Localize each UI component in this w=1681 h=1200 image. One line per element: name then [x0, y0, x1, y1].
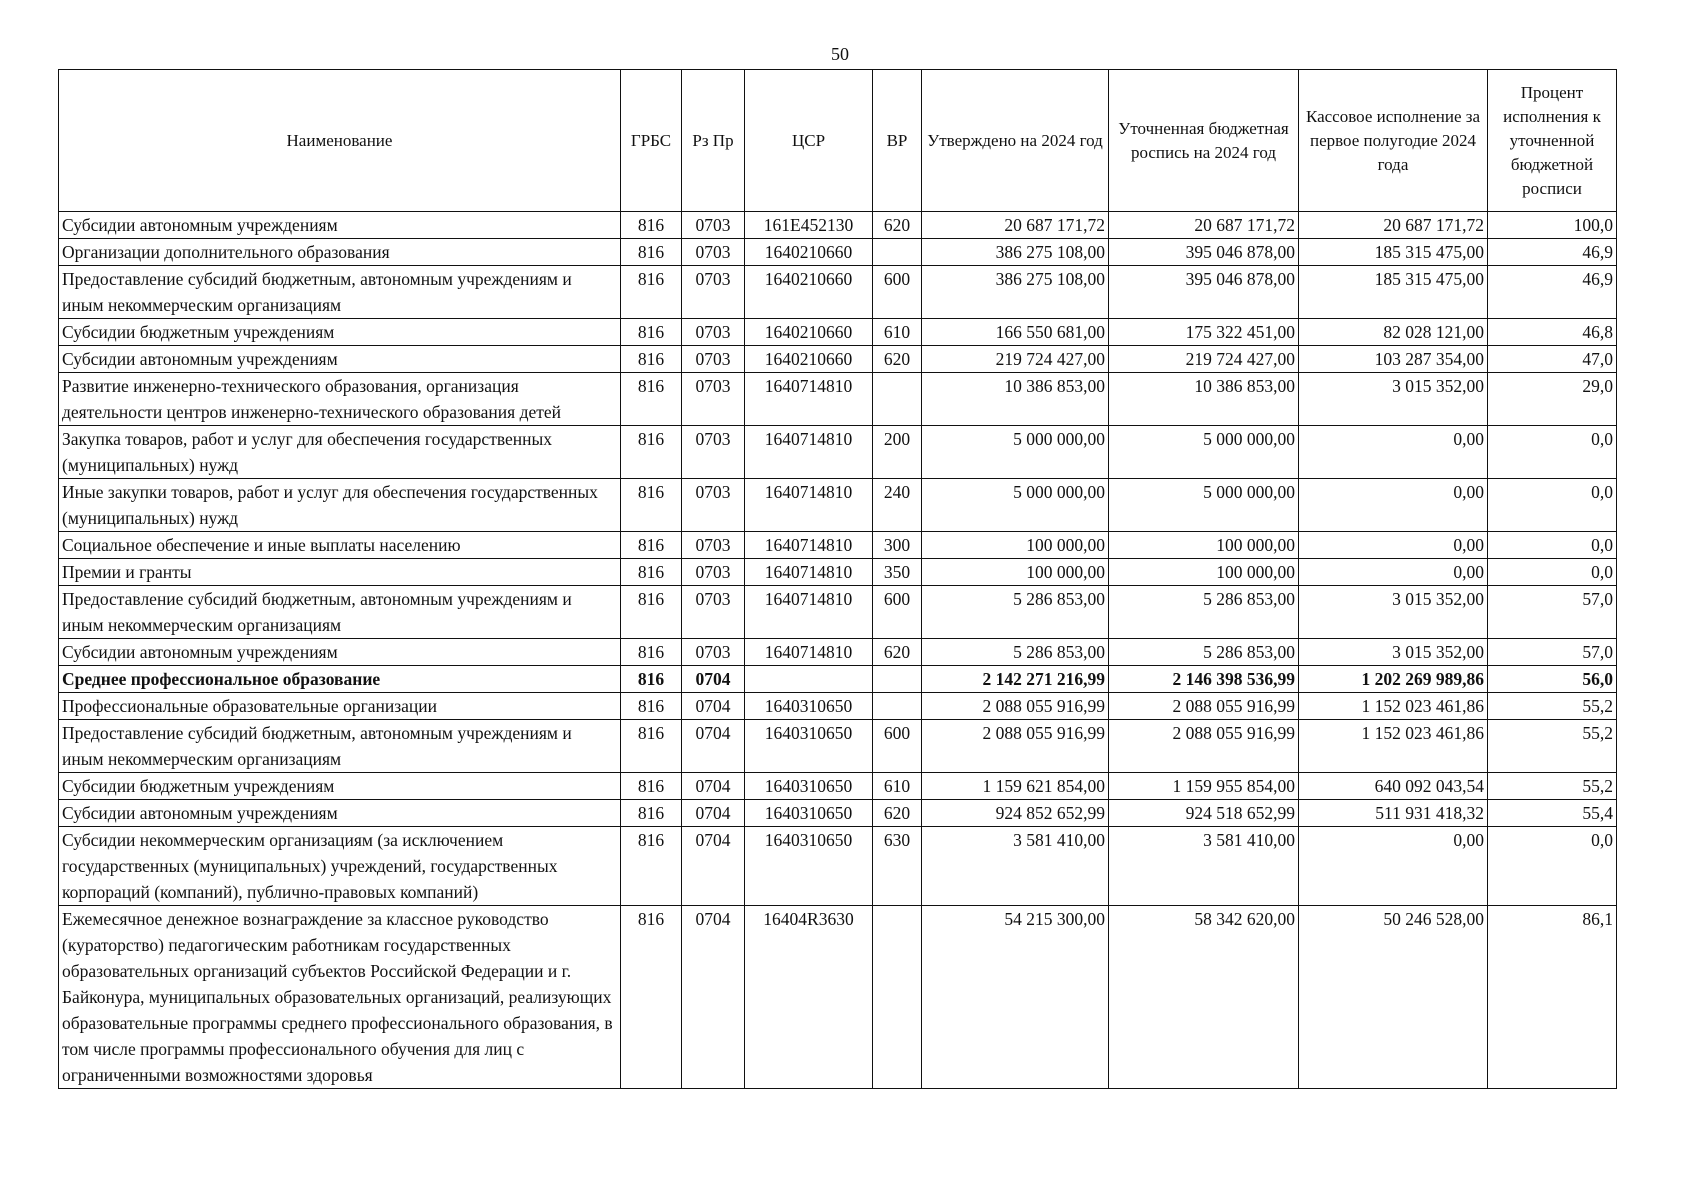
- cell-approved: 10 386 853,00: [922, 373, 1109, 426]
- cell-grbs: 816: [621, 639, 682, 666]
- cell-vr: 610: [873, 773, 922, 800]
- cell-percent: 47,0: [1488, 346, 1617, 373]
- cell-approved: 386 275 108,00: [922, 239, 1109, 266]
- cell-approved: 100 000,00: [922, 532, 1109, 559]
- cell-percent: 0,0: [1488, 827, 1617, 906]
- cell-revised: 58 342 620,00: [1109, 906, 1299, 1089]
- cell-rzpr: 0704: [682, 720, 745, 773]
- cell-csr: 1640714810: [745, 586, 873, 639]
- cell-vr: 620: [873, 212, 922, 239]
- header-approved: Утверждено на 2024 год: [922, 70, 1109, 212]
- cell-csr: 1640310650: [745, 827, 873, 906]
- cell-percent: 29,0: [1488, 373, 1617, 426]
- cell-percent: 100,0: [1488, 212, 1617, 239]
- cell-percent: 55,2: [1488, 720, 1617, 773]
- cell-grbs: 816: [621, 827, 682, 906]
- cell-percent: 46,9: [1488, 239, 1617, 266]
- cell-revised: 219 724 427,00: [1109, 346, 1299, 373]
- cell-vr: 600: [873, 720, 922, 773]
- cell-revised: 10 386 853,00: [1109, 373, 1299, 426]
- cell-cash: 185 315 475,00: [1299, 266, 1488, 319]
- cell-vr: 610: [873, 319, 922, 346]
- cell-vr: 600: [873, 586, 922, 639]
- cell-cash: 3 015 352,00: [1299, 586, 1488, 639]
- cell-name: Субсидии бюджетным учреждениям: [59, 773, 621, 800]
- cell-percent: 55,2: [1488, 773, 1617, 800]
- cell-name: Субсидии автономным учреждениям: [59, 800, 621, 827]
- table-row: [59, 346, 1617, 373]
- cell-csr: 1640714810: [745, 532, 873, 559]
- cell-revised: 3 581 410,00: [1109, 827, 1299, 906]
- table-header-row: [59, 70, 1617, 212]
- cell-percent: 0,0: [1488, 426, 1617, 479]
- cell-cash: 20 687 171,72: [1299, 212, 1488, 239]
- cell-csr: 16404R3630: [745, 906, 873, 1089]
- cell-vr: 620: [873, 346, 922, 373]
- cell-percent: 0,0: [1488, 532, 1617, 559]
- cell-grbs: 816: [621, 239, 682, 266]
- cell-approved: 166 550 681,00: [922, 319, 1109, 346]
- cell-name: Иные закупки товаров, работ и услуг для обеспечения государственных (муниципальных) нужд: [59, 479, 621, 532]
- cell-revised: 20 687 171,72: [1109, 212, 1299, 239]
- cell-cash: 1 152 023 461,86: [1299, 720, 1488, 773]
- cell-revised: 2 146 398 536,99: [1109, 666, 1299, 693]
- cell-csr: 1640210660: [745, 239, 873, 266]
- cell-approved: 386 275 108,00: [922, 266, 1109, 319]
- cell-vr: 240: [873, 479, 922, 532]
- cell-grbs: 816: [621, 266, 682, 319]
- header-grbs: ГРБС: [621, 70, 682, 212]
- cell-percent: 46,8: [1488, 319, 1617, 346]
- cell-revised: 1 159 955 854,00: [1109, 773, 1299, 800]
- cell-vr: [873, 906, 922, 1089]
- cell-grbs: 816: [621, 346, 682, 373]
- cell-approved: 5 286 853,00: [922, 639, 1109, 666]
- cell-rzpr: 0703: [682, 426, 745, 479]
- cell-name: Среднее профессиональное образование: [59, 666, 621, 693]
- cell-csr: 1640714810: [745, 479, 873, 532]
- cell-vr: 300: [873, 532, 922, 559]
- header-revised: Уточненная бюджетная роспись на 2024 год: [1109, 70, 1299, 212]
- cell-rzpr: 0703: [682, 639, 745, 666]
- cell-cash: 0,00: [1299, 827, 1488, 906]
- cell-csr: 1640210660: [745, 266, 873, 319]
- cell-cash: 103 287 354,00: [1299, 346, 1488, 373]
- cell-name: Субсидии бюджетным учреждениям: [59, 319, 621, 346]
- cell-vr: [873, 693, 922, 720]
- cell-csr: 1640310650: [745, 693, 873, 720]
- cell-revised: 5 000 000,00: [1109, 426, 1299, 479]
- cell-grbs: 816: [621, 559, 682, 586]
- cell-grbs: 816: [621, 800, 682, 827]
- cell-percent: 86,1: [1488, 906, 1617, 1089]
- cell-vr: 620: [873, 639, 922, 666]
- cell-percent: 57,0: [1488, 586, 1617, 639]
- cell-vr: 620: [873, 800, 922, 827]
- table-row: [59, 720, 1617, 773]
- table-row: [59, 639, 1617, 666]
- cell-cash: 82 028 121,00: [1299, 319, 1488, 346]
- cell-percent: 0,0: [1488, 479, 1617, 532]
- cell-cash: 640 092 043,54: [1299, 773, 1488, 800]
- cell-csr: 1640310650: [745, 720, 873, 773]
- cell-vr: 200: [873, 426, 922, 479]
- cell-grbs: 816: [621, 532, 682, 559]
- cell-grbs: 816: [621, 773, 682, 800]
- cell-vr: 630: [873, 827, 922, 906]
- table-row: [59, 559, 1617, 586]
- cell-approved: 100 000,00: [922, 559, 1109, 586]
- cell-grbs: 816: [621, 586, 682, 639]
- cell-approved: 3 581 410,00: [922, 827, 1109, 906]
- page-number: 50: [831, 44, 849, 64]
- cell-grbs: 816: [621, 319, 682, 346]
- cell-csr: 1640310650: [745, 800, 873, 827]
- table-row: [59, 319, 1617, 346]
- cell-csr: 1640714810: [745, 639, 873, 666]
- cell-name: Развитие инженерно-технического образования, организация деятельности центров инженерно-технического образования детей: [59, 373, 621, 426]
- cell-rzpr: 0703: [682, 239, 745, 266]
- table-row: [59, 266, 1617, 319]
- table-row: [59, 212, 1617, 239]
- cell-approved: 54 215 300,00: [922, 906, 1109, 1089]
- cell-rzpr: 0704: [682, 666, 745, 693]
- cell-rzpr: 0703: [682, 346, 745, 373]
- cell-cash: 0,00: [1299, 532, 1488, 559]
- cell-name: Субсидии автономным учреждениям: [59, 639, 621, 666]
- cell-vr: [873, 239, 922, 266]
- cell-csr: 161E452130: [745, 212, 873, 239]
- cell-rzpr: 0703: [682, 319, 745, 346]
- cell-name: Профессиональные образовательные организации: [59, 693, 621, 720]
- cell-cash: 0,00: [1299, 426, 1488, 479]
- cell-name: Субсидии автономным учреждениям: [59, 212, 621, 239]
- cell-name: Премии и гранты: [59, 559, 621, 586]
- cell-revised: 175 322 451,00: [1109, 319, 1299, 346]
- header-cash: Кассовое исполнение за первое полугодие 2024 года: [1299, 70, 1488, 212]
- cell-rzpr: 0704: [682, 906, 745, 1089]
- cell-grbs: 816: [621, 906, 682, 1089]
- cell-percent: 55,2: [1488, 693, 1617, 720]
- cell-vr: [873, 373, 922, 426]
- cell-percent: 57,0: [1488, 639, 1617, 666]
- cell-name: Субсидии автономным учреждениям: [59, 346, 621, 373]
- cell-grbs: 816: [621, 426, 682, 479]
- cell-revised: 100 000,00: [1109, 559, 1299, 586]
- table-row: [59, 906, 1617, 1089]
- table-row: [59, 373, 1617, 426]
- cell-approved: 20 687 171,72: [922, 212, 1109, 239]
- table-row: [59, 773, 1617, 800]
- cell-cash: 511 931 418,32: [1299, 800, 1488, 827]
- header-name: Наименование: [59, 70, 621, 212]
- cell-approved: 5 000 000,00: [922, 479, 1109, 532]
- cell-rzpr: 0703: [682, 559, 745, 586]
- table-row: [59, 586, 1617, 639]
- cell-vr: 600: [873, 266, 922, 319]
- cell-revised: 5 000 000,00: [1109, 479, 1299, 532]
- table-row: [59, 800, 1617, 827]
- cell-rzpr: 0704: [682, 827, 745, 906]
- table-row: [59, 239, 1617, 266]
- cell-rzpr: 0704: [682, 693, 745, 720]
- cell-name: Социальное обеспечение и иные выплаты населению: [59, 532, 621, 559]
- cell-csr: 1640310650: [745, 773, 873, 800]
- cell-rzpr: 0703: [682, 212, 745, 239]
- budget-execution-table: [58, 69, 1617, 1089]
- cell-approved: 5 286 853,00: [922, 586, 1109, 639]
- cell-revised: 2 088 055 916,99: [1109, 693, 1299, 720]
- cell-revised: 2 088 055 916,99: [1109, 720, 1299, 773]
- table-row: [59, 479, 1617, 532]
- cell-name: Закупка товаров, работ и услуг для обеспечения государственных (муниципальных) нужд: [59, 426, 621, 479]
- cell-percent: 56,0: [1488, 666, 1617, 693]
- cell-rzpr: 0704: [682, 773, 745, 800]
- cell-name: Организации дополнительного образования: [59, 239, 621, 266]
- cell-cash: 185 315 475,00: [1299, 239, 1488, 266]
- cell-grbs: 816: [621, 373, 682, 426]
- cell-approved: 2 088 055 916,99: [922, 693, 1109, 720]
- cell-revised: 395 046 878,00: [1109, 239, 1299, 266]
- cell-rzpr: 0703: [682, 532, 745, 559]
- cell-cash: 3 015 352,00: [1299, 639, 1488, 666]
- header-percent: Процент исполнения к уточненной бюджетной росписи: [1488, 70, 1617, 212]
- cell-percent: 46,9: [1488, 266, 1617, 319]
- table-row: [59, 666, 1617, 693]
- cell-name: Субсидии некоммерческим организациям (за исключением государственных (муниципальных) учреждений, государственных корпораций (компаний), публично-правовых компаний): [59, 827, 621, 906]
- cell-rzpr: 0703: [682, 373, 745, 426]
- cell-rzpr: 0703: [682, 266, 745, 319]
- cell-approved: 1 159 621 854,00: [922, 773, 1109, 800]
- cell-approved: 219 724 427,00: [922, 346, 1109, 373]
- cell-approved: 5 000 000,00: [922, 426, 1109, 479]
- header-csr: ЦСР: [745, 70, 873, 212]
- cell-cash: 1 202 269 989,86: [1299, 666, 1488, 693]
- cell-csr: 1640210660: [745, 319, 873, 346]
- cell-cash: 0,00: [1299, 479, 1488, 532]
- cell-name: Предоставление субсидий бюджетным, автономным учреждениям и иным некоммерческим организациям: [59, 266, 621, 319]
- cell-name: Ежемесячное денежное вознаграждение за классное руководство (кураторство) педагогическим работникам государственных образовательных организаций субъектов Российской Федерации и г. Байконура, муниципальных образовательных организаций, реализующих образовательные программы среднего профессионального образования, в том числе программы профессионального обучения для лиц с ограниченными возможностями здоровья: [59, 906, 621, 1089]
- cell-csr: 1640714810: [745, 559, 873, 586]
- cell-percent: 0,0: [1488, 559, 1617, 586]
- cell-vr: [873, 666, 922, 693]
- cell-approved: 2 142 271 216,99: [922, 666, 1109, 693]
- table-row: [59, 532, 1617, 559]
- cell-revised: 924 518 652,99: [1109, 800, 1299, 827]
- table-row: [59, 693, 1617, 720]
- cell-cash: 50 246 528,00: [1299, 906, 1488, 1089]
- cell-name: Предоставление субсидий бюджетным, автономным учреждениям и иным некоммерческим организациям: [59, 720, 621, 773]
- cell-revised: 395 046 878,00: [1109, 266, 1299, 319]
- cell-approved: 924 852 652,99: [922, 800, 1109, 827]
- header-vr: ВР: [873, 70, 922, 212]
- cell-grbs: 816: [621, 666, 682, 693]
- table-row: [59, 426, 1617, 479]
- cell-cash: 1 152 023 461,86: [1299, 693, 1488, 720]
- cell-vr: 350: [873, 559, 922, 586]
- cell-name: Предоставление субсидий бюджетным, автономным учреждениям и иным некоммерческим организациям: [59, 586, 621, 639]
- cell-csr: 1640714810: [745, 373, 873, 426]
- cell-csr: 1640210660: [745, 346, 873, 373]
- cell-revised: 5 286 853,00: [1109, 586, 1299, 639]
- cell-grbs: 816: [621, 720, 682, 773]
- header-rzpr: Рз Пр: [682, 70, 745, 212]
- table-row: [59, 827, 1617, 906]
- cell-cash: 3 015 352,00: [1299, 373, 1488, 426]
- cell-csr: 1640714810: [745, 426, 873, 479]
- cell-approved: 2 088 055 916,99: [922, 720, 1109, 773]
- cell-percent: 55,4: [1488, 800, 1617, 827]
- cell-grbs: 816: [621, 693, 682, 720]
- cell-rzpr: 0703: [682, 586, 745, 639]
- cell-grbs: 816: [621, 479, 682, 532]
- cell-cash: 0,00: [1299, 559, 1488, 586]
- cell-csr: [745, 666, 873, 693]
- cell-revised: 5 286 853,00: [1109, 639, 1299, 666]
- cell-revised: 100 000,00: [1109, 532, 1299, 559]
- cell-rzpr: 0704: [682, 800, 745, 827]
- cell-rzpr: 0703: [682, 479, 745, 532]
- cell-grbs: 816: [621, 212, 682, 239]
